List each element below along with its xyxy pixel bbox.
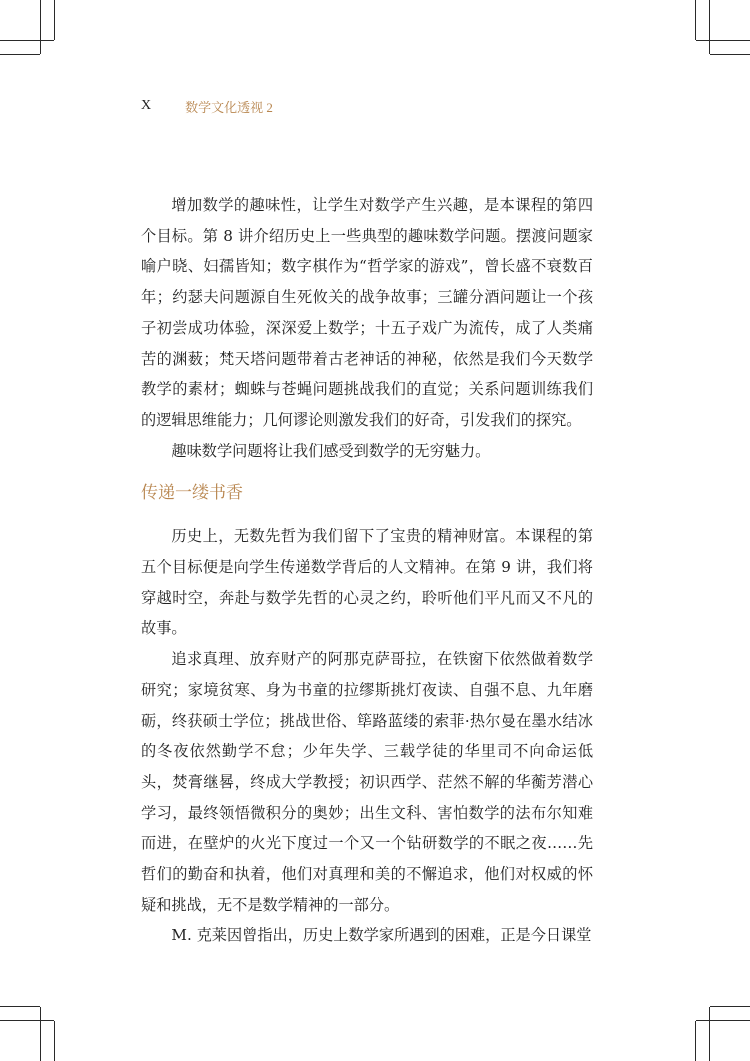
book-title: 数学文化透视 2 <box>185 99 273 115</box>
intro-paragraph-interest: 增加数学的趣味性，让学生对数学产生兴趣，是本课程的第四个目标。第 8 讲介绍历史上一些典型的趣味数学问题。摆渡问题家喻户晓、妇孺皆知；数字棋作为“哲学家的游戏”，曾长盛不衰数百年；约瑟夫问题源自生死攸关的战争故事；三罐分酒问题让一个孩子初尝成功体验，深深爱上数学；十五子戏广为流传，成了人类痛苦的渊薮；梵天塔问题带着古老神话的神秘，依然是我们今天数学教学的素材；蜘蛛与苍蝇问题挑战我们的直觉；关系问题训练我们的逻辑思维能力；几何谬论则激发我们的好奇，引发我们的探究。 <box>141 196 593 429</box>
section-paragraph-kline: M. 克莱因曾指出，历史上数学家所遇到的困难，正是今日课堂 <box>171 926 592 945</box>
intro-paragraph-charm: 趣味数学问题将让我们感受到数学的无穷魅力。 <box>171 441 491 460</box>
crop-mark-bottom-right-bleed-vertical <box>695 1021 696 1061</box>
crop-mark-bottom-left-horizontal <box>0 1020 54 1021</box>
section-paragraph-pioneers: 追求真理、放弃财产的阿那克萨哥拉，在铁窗下依然做着数学研究；家境贫寒、身为书童的拉缪斯挑灯夜读、自强不息、九年磨砺，终获硕士学位；挑战世俗、筚路蓝缕的索菲·热尔曼在墨水结冰的冬夜依然勤学不怠；少年失学、三载学徒的华里司不向命运低头，焚膏继晷，终成大学教授；初识西学、茫然不解的华蘅芳潜心学习，最终领悟微积分的奥妙；出生文科、害怕数学的法布尔知难而进，在壁炉的火光下度过一个又一个钻研数学的不眠之夜……先哲们的勤奋和执着，他们对真理和美的不懈追求，他们对权威的怀疑和挑战，无不是数学精神的一部分。 <box>141 650 593 914</box>
crop-mark-top-left-bleed-horizontal <box>0 54 40 55</box>
crop-mark-bottom-right-vertical <box>709 1007 710 1061</box>
crop-mark-top-right-bleed-horizontal <box>710 54 750 55</box>
crop-mark-top-right-vertical <box>709 0 710 54</box>
crop-mark-bottom-right-horizontal <box>696 1020 750 1021</box>
running-header <box>141 96 273 116</box>
crop-mark-bottom-left-bleed-vertical <box>54 1021 55 1061</box>
crop-mark-top-left-vertical <box>40 0 41 54</box>
page-number: X <box>141 98 152 113</box>
crop-mark-bottom-left-vertical <box>40 1007 41 1061</box>
crop-mark-top-right-bleed-vertical <box>695 0 696 40</box>
page-content <box>141 190 593 951</box>
section-heading: 传递一缕书香 <box>141 483 243 504</box>
crop-mark-bottom-right-bleed-horizontal <box>710 1006 750 1007</box>
crop-mark-bottom-left-bleed-horizontal <box>0 1006 40 1007</box>
crop-mark-top-right-horizontal <box>696 40 750 41</box>
section-paragraph-heritage: 历史上，无数先哲为我们留下了宝贵的精神财富。本课程的第五个目标便是向学生传递数学背后的人文精神。在第 9 讲，我们将穿越时空，奔赴与数学先哲的心灵之约，聆听他们平凡而又不凡的故事。 <box>141 527 593 638</box>
crop-mark-top-left-bleed-vertical <box>54 0 55 40</box>
crop-mark-top-left-horizontal <box>0 40 54 41</box>
